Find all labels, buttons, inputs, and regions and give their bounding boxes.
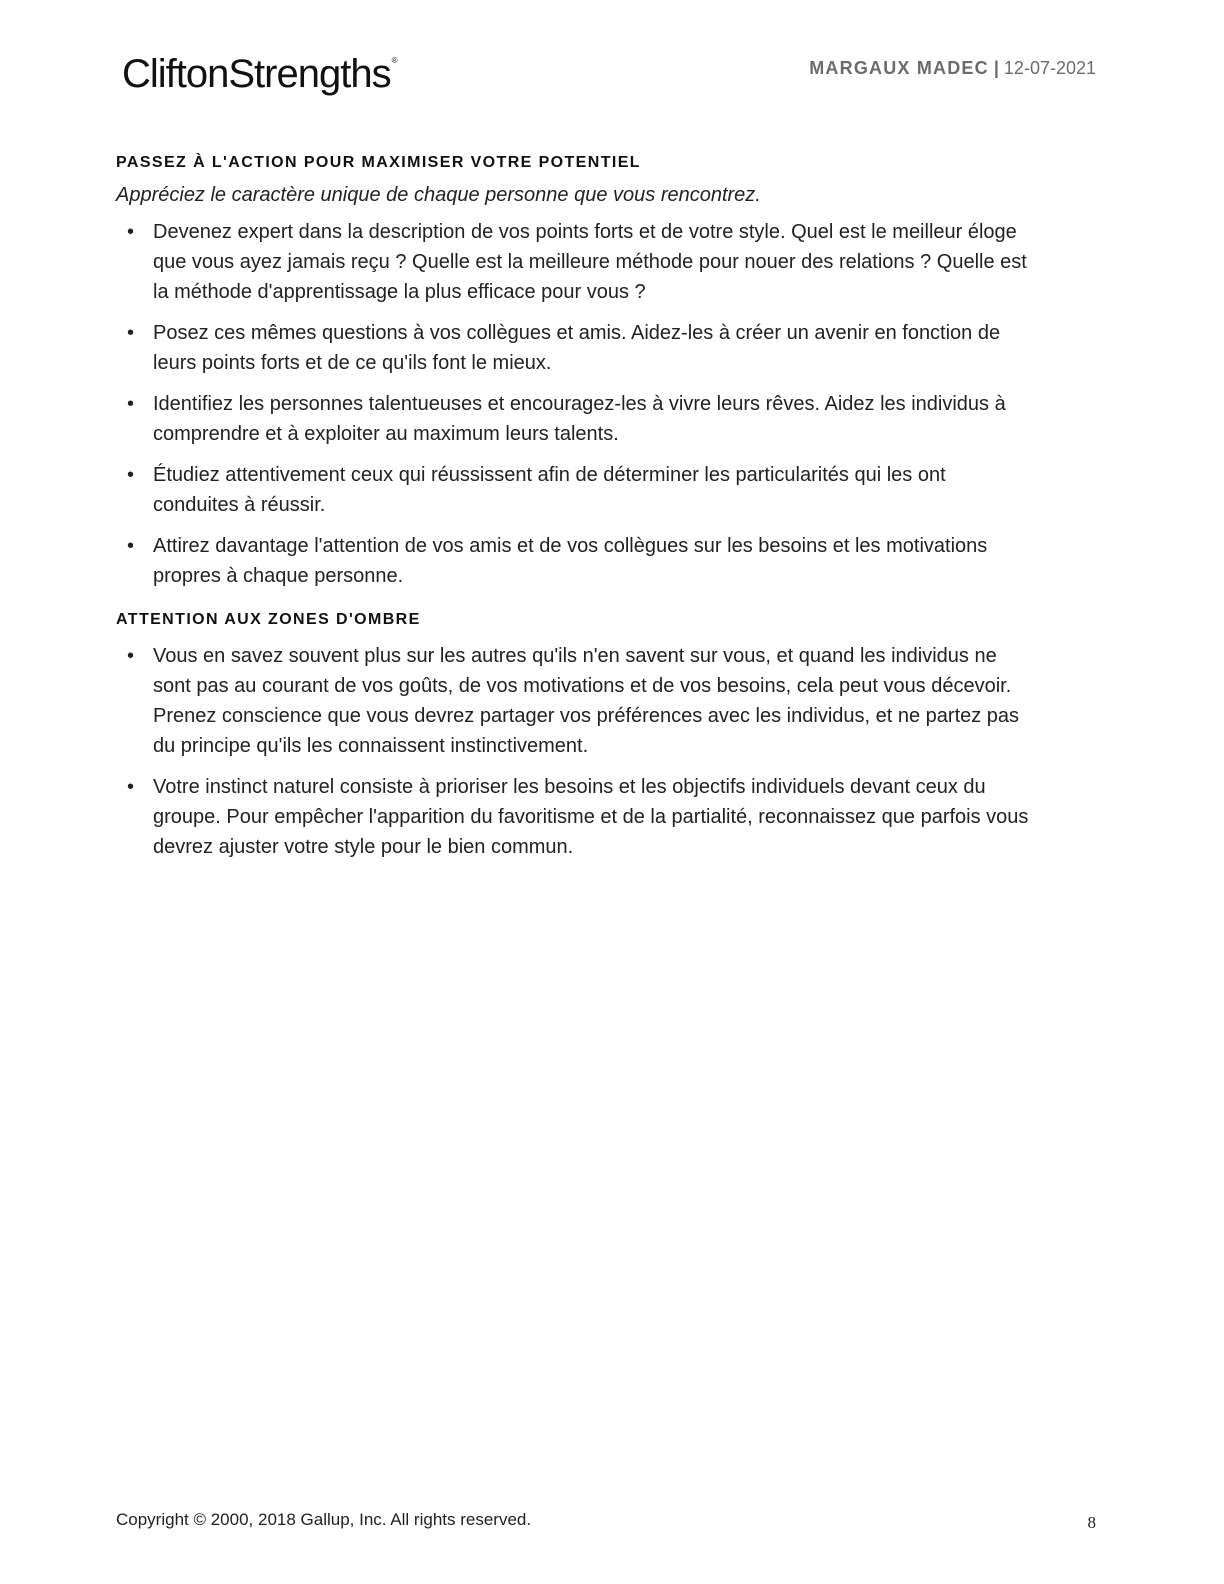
bullet-icon: • [127, 393, 135, 415]
section-title: ATTENTION AUX ZONES D'OMBRE [116, 611, 421, 628]
section-blind-spots [116, 611, 1036, 862]
list-item [116, 772, 1036, 862]
list-item-text: Étudiez attentivement ceux qui réussissent afin de déterminer les particularités qui les ont conduites à réussir. [153, 464, 946, 516]
action-list [116, 217, 1036, 591]
bullet-icon: • [127, 464, 135, 486]
logo-text: CliftonStrengths [122, 52, 391, 96]
list-item-text: Devenez expert dans la description de vos points forts et de votre style. Quel est le meilleur éloge que vous ayez jamais reçu ? Quelle est la meilleure méthode pour nouer des relations ? Quelle est la méthode d'apprentissage la plus efficace pour vous ? [153, 221, 1027, 303]
list-item [116, 217, 1036, 307]
page-content [116, 154, 1036, 873]
header-separator: | [993, 58, 999, 78]
list-item-text: Posez ces mêmes questions à vos collègues et amis. Aidez-les à créer un avenir en fonction de leurs points forts et de ce qu'ils font le mieux. [153, 322, 1001, 374]
section-take-action [116, 154, 1036, 591]
list-item-text: Identifiez les personnes talentueuses et encouragez-les à vivre leurs rêves. Aidez les individus à comprendre et à exploiter au maximum leurs talents. [153, 393, 1006, 445]
copyright-footer: Copyright © 2000, 2018 Gallup, Inc. All rights reserved. [116, 1510, 532, 1529]
list-item [116, 531, 1036, 591]
list-item-text: Votre instinct naturel consiste à prioriser les besoins et les objectifs individuels devant ceux du groupe. Pour empêcher l'apparition du favoritisme et de la partialité, reconnaissez que parfois vous devrez ajuster votre style pour le bien commun. [153, 776, 1029, 858]
blind-spots-list [116, 641, 1036, 862]
list-item-text: Attirez davantage l'attention de vos amis et de vos collègues sur les besoins et les motivations propres à chaque personne. [153, 535, 988, 587]
bullet-icon: • [127, 645, 135, 667]
bullet-icon: • [127, 322, 135, 344]
report-header-info [809, 58, 1096, 79]
page-number: 8 [1087, 1513, 1096, 1532]
person-name: MARGAUX MADEC [809, 58, 989, 78]
bullet-icon: • [127, 221, 135, 243]
list-item-text: Vous en savez souvent plus sur les autres qu'ils n'en savent sur vous, et quand les individus ne sont pas au courant de vos goûts, de vos motivations et de vos besoins, cela peut vous décevoir. Prenez conscience que vous devrez partager vos préférences avec les individus, et ne partez pas du principe qu'ils les connaissent instinctivement. [153, 645, 1020, 757]
list-item [116, 389, 1036, 449]
cliftonstrengths-logo [122, 52, 397, 97]
list-item [116, 641, 1036, 761]
section-intro: Appréciez le caractère unique de chaque personne que vous rencontrez. [116, 184, 761, 206]
list-item [116, 460, 1036, 520]
list-item [116, 318, 1036, 378]
section-title: PASSEZ À L'ACTION POUR MAXIMISER VOTRE POTENTIEL [116, 154, 641, 171]
report-date: 12-07-2021 [1003, 58, 1096, 78]
bullet-icon: • [127, 776, 135, 798]
bullet-icon: • [127, 535, 135, 557]
registered-mark: ® [391, 56, 397, 65]
